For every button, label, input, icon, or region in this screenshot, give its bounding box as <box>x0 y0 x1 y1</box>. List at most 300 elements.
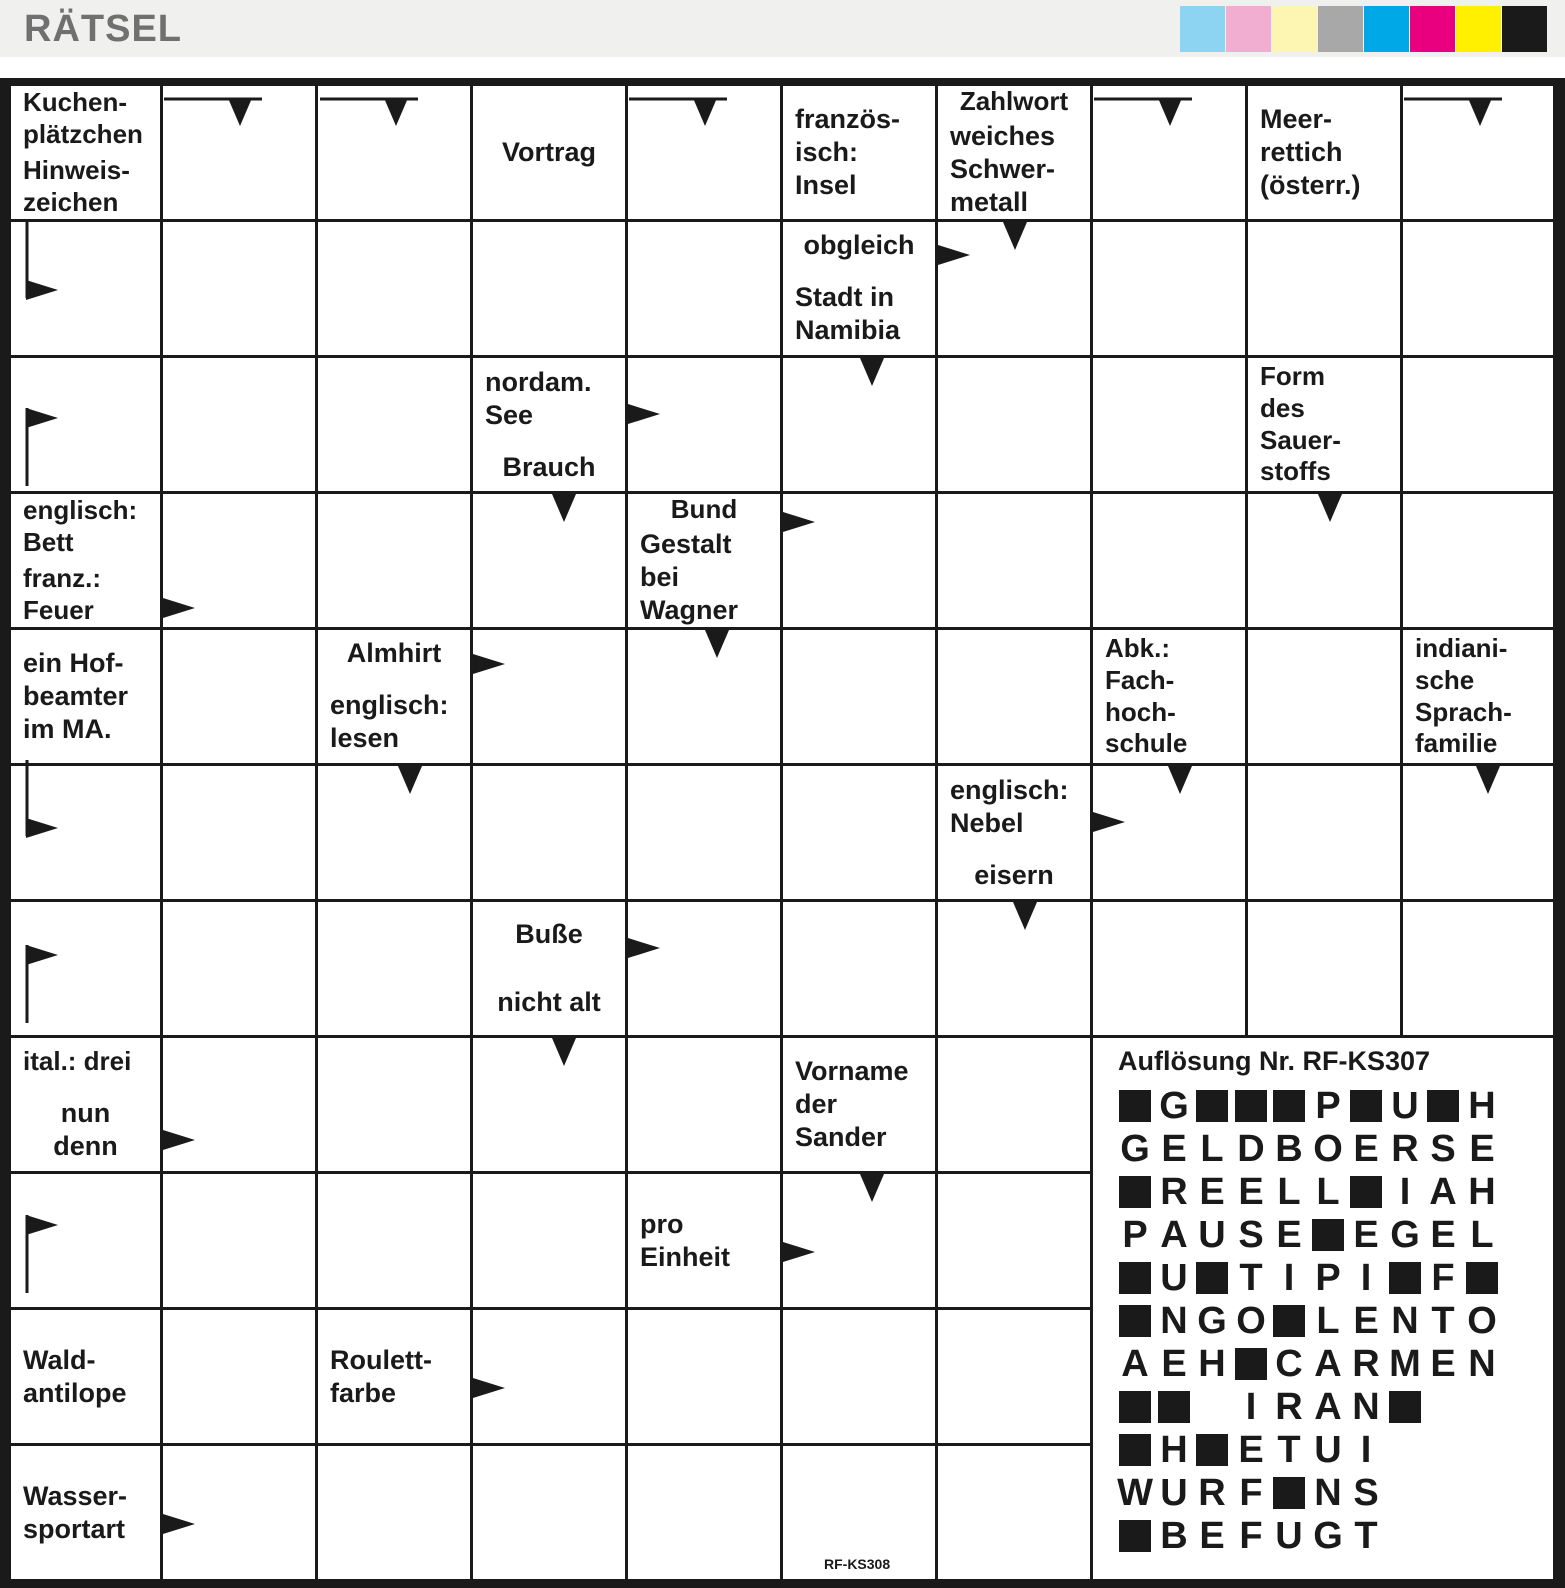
solution-block <box>1194 1430 1230 1470</box>
clue-line: plätzchen <box>23 118 143 149</box>
clue-nundenn <box>11 1088 160 1171</box>
solution-letter: M <box>1389 1343 1421 1385</box>
solution-block <box>1156 1387 1192 1427</box>
answer-cell[interactable] <box>163 358 315 491</box>
clue-line: nun <box>60 1097 111 1128</box>
clue-line: im MA. <box>23 713 112 744</box>
black-square-icon <box>1273 1090 1305 1122</box>
clue-roulett <box>318 1310 470 1443</box>
clue-line: Vorname <box>795 1056 909 1087</box>
solution-block <box>1233 1086 1269 1126</box>
clue-obgleich <box>783 222 935 269</box>
solution-block <box>1271 1086 1307 1126</box>
clue-line: See <box>485 400 534 430</box>
clue-line: Einheit <box>640 1241 731 1272</box>
answer-cell[interactable] <box>1248 766 1400 899</box>
clue-line: Wald- <box>23 1344 96 1375</box>
black-square-icon <box>1158 1391 1190 1423</box>
color-swatch <box>1318 6 1363 52</box>
header-bar <box>0 0 1565 57</box>
clue-arrow-icon <box>938 243 972 271</box>
solution-letter: E <box>1276 1214 1302 1256</box>
answer-cell[interactable] <box>628 630 780 763</box>
clue-line: weiches <box>950 121 1056 152</box>
clue-line: Roulett- <box>330 1344 432 1375</box>
clue-fachhochschule <box>1093 630 1245 763</box>
answer-cell[interactable] <box>783 902 935 1035</box>
clue-arrow-icon <box>164 96 264 130</box>
clue-arrow-icon <box>860 358 888 388</box>
solution-block <box>1464 1258 1500 1298</box>
clue-line: Sprach- <box>1415 696 1512 727</box>
answer-cell[interactable] <box>473 222 625 355</box>
solution-block <box>1348 1172 1384 1212</box>
solution-letter: E <box>1353 1214 1379 1256</box>
answer-cell[interactable] <box>938 494 1090 627</box>
black-square-icon <box>1119 1176 1151 1208</box>
clue-bett <box>11 494 160 559</box>
clue-arrow-icon <box>1476 766 1504 796</box>
clue-arrow-icon <box>1093 810 1127 838</box>
clue-line: sportart <box>23 1513 126 1544</box>
clue-line: französ- <box>795 104 901 135</box>
answer-cell[interactable] <box>783 630 935 763</box>
color-swatch <box>1180 6 1225 52</box>
solution-block <box>1194 1086 1230 1126</box>
clue-sprachfamilie <box>1403 630 1553 763</box>
solution-letter: I <box>1245 1386 1257 1428</box>
clue-arrow-icon <box>14 408 58 488</box>
answer-cell[interactable] <box>1093 902 1245 1035</box>
clue-line: Gestalt <box>640 529 732 560</box>
solution-block <box>1271 1473 1307 1513</box>
black-square-icon <box>1427 1090 1459 1122</box>
clue-arrow-icon <box>629 96 729 130</box>
clue-line: englisch: <box>23 494 138 525</box>
black-square-icon <box>1466 1262 1498 1294</box>
clue-brauch <box>473 443 625 491</box>
clue-waldantilope <box>11 1310 160 1443</box>
answer-cell[interactable] <box>938 630 1090 763</box>
clue-line: Wasser- <box>23 1480 128 1511</box>
solution-letter: L <box>1316 1171 1340 1213</box>
solution-block <box>1117 1086 1153 1126</box>
clue-line: des <box>1260 392 1305 423</box>
solution-letter: G <box>1313 1515 1343 1557</box>
solution-block <box>1117 1172 1153 1212</box>
black-square-icon <box>1119 1090 1151 1122</box>
solution-letter: G <box>1390 1214 1420 1256</box>
clue-line: nicht alt <box>497 987 601 1018</box>
answer-cell[interactable] <box>473 766 625 899</box>
answer-cell[interactable] <box>163 630 315 763</box>
answer-cell[interactable] <box>628 222 780 355</box>
clue-meerrettich <box>1248 86 1400 219</box>
answer-cell[interactable] <box>1248 630 1400 763</box>
clue-line: eisern <box>974 859 1054 890</box>
answer-cell[interactable] <box>1403 494 1553 627</box>
solution-letter: C <box>1275 1343 1303 1385</box>
clue-hofbeamter <box>11 630 160 763</box>
solution-letter: H <box>1468 1171 1496 1213</box>
answer-cell[interactable] <box>628 1038 780 1171</box>
clue-bund <box>628 494 780 525</box>
solution-letter: L <box>1200 1128 1224 1170</box>
clue-proeinheit <box>628 1174 780 1307</box>
clue-line: farbe <box>330 1377 397 1408</box>
solution-letter: P <box>1315 1085 1341 1127</box>
answer-cell[interactable] <box>1248 902 1400 1035</box>
answer-cell[interactable] <box>163 902 315 1035</box>
clue-arrow-icon <box>14 945 58 1025</box>
clue-arrow-icon <box>628 402 662 430</box>
clue-line: Meer- <box>1260 104 1333 135</box>
answer-cell[interactable] <box>1093 222 1245 355</box>
clue-namibia <box>783 272 935 355</box>
answer-cell[interactable] <box>938 1038 1090 1171</box>
solution-letter: E <box>1430 1214 1456 1256</box>
clue-line: Fach- <box>1105 664 1175 695</box>
solution-letter: W <box>1117 1472 1153 1514</box>
solution-letter: U <box>1160 1257 1188 1299</box>
clue-line: indiani- <box>1415 633 1508 664</box>
solution-letter: I <box>1360 1429 1372 1471</box>
solution-letter: E <box>1199 1171 1225 1213</box>
color-swatch <box>1502 6 1547 52</box>
clue-arrow-icon <box>473 652 507 680</box>
clue-vortrag <box>473 86 625 219</box>
clue-nebel <box>938 766 1090 848</box>
clue-line: Feuer <box>23 594 94 625</box>
clue-line: Brauch <box>502 451 596 482</box>
answer-cell[interactable] <box>473 1038 625 1171</box>
black-square-icon <box>1119 1434 1151 1466</box>
answer-cell[interactable] <box>318 358 470 491</box>
clue-eisern <box>938 851 1090 899</box>
solution-letter: I <box>1360 1257 1372 1299</box>
solution-letter: G <box>1120 1128 1150 1170</box>
answer-cell[interactable] <box>1093 494 1245 627</box>
clue-line: nordam. <box>485 367 592 398</box>
black-square-icon <box>1119 1520 1151 1552</box>
clue-arrow-icon <box>1168 766 1196 796</box>
clue-line: franz.: <box>23 562 101 593</box>
clue-line: isch: <box>795 137 859 168</box>
solution-letter: U <box>1275 1515 1303 1557</box>
solution-letter: O <box>1236 1300 1266 1342</box>
color-calibration-swatches <box>1180 6 1548 52</box>
solution-letter: S <box>1430 1128 1456 1170</box>
solution-block <box>1387 1387 1423 1427</box>
solution-letter: E <box>1199 1515 1225 1557</box>
clue-arrow-icon <box>163 596 197 624</box>
solution-letter: A <box>1160 1214 1188 1256</box>
color-swatch <box>1456 6 1501 52</box>
solution-letter: E <box>1161 1128 1187 1170</box>
answer-cell[interactable] <box>163 766 315 899</box>
answer-cell[interactable] <box>318 222 470 355</box>
color-swatch <box>1226 6 1271 52</box>
solution-letter: U <box>1314 1429 1342 1471</box>
answer-cell[interactable] <box>628 766 780 899</box>
clue-line: bei <box>640 562 680 593</box>
solution-letter: E <box>1161 1343 1187 1385</box>
black-square-icon <box>1235 1090 1267 1122</box>
clue-line: hoch- <box>1105 696 1176 727</box>
solution-letter: F <box>1239 1515 1263 1557</box>
clue-line: stoffs <box>1260 456 1331 487</box>
clue-line: Stadt in <box>795 281 894 312</box>
answer-cell[interactable] <box>628 1310 780 1443</box>
answer-cell[interactable] <box>318 766 470 899</box>
clue-line: Kuchen- <box>23 86 127 117</box>
solution-letter: R <box>1275 1386 1303 1428</box>
clue-arrow-icon <box>14 1215 58 1295</box>
answer-cell[interactable] <box>163 1174 315 1307</box>
clue-zahlwort <box>938 86 1090 117</box>
solution-letter: L <box>1277 1171 1301 1213</box>
solution-letter: R <box>1160 1171 1188 1213</box>
solution-letter: A <box>1121 1343 1149 1385</box>
clue-sauerstoff <box>1248 358 1400 491</box>
clue-arrow-icon <box>320 96 420 130</box>
solution-blank <box>1194 1387 1230 1427</box>
solution-block <box>1387 1258 1423 1298</box>
solution-letter: B <box>1160 1515 1188 1557</box>
solution-letter: N <box>1314 1472 1342 1514</box>
solution-letter: O <box>1467 1300 1497 1342</box>
puzzle-code: RF-KS308 <box>824 1556 891 1572</box>
answer-cell[interactable] <box>1403 902 1553 1035</box>
clue-nordam <box>473 358 625 440</box>
clue-line: Namibia <box>795 314 901 345</box>
answer-cell[interactable] <box>938 1446 1090 1579</box>
solution-block <box>1117 1258 1153 1298</box>
answer-cell[interactable] <box>473 1174 625 1307</box>
clue-kuchen <box>11 86 160 151</box>
answer-cell[interactable] <box>473 494 625 627</box>
solution-letter: I <box>1283 1257 1295 1299</box>
solution-letter: U <box>1391 1085 1419 1127</box>
clue-line: beamter <box>23 681 129 712</box>
clue-line: Zahlwort <box>959 86 1069 116</box>
solution-block <box>1117 1430 1153 1470</box>
solution-letter: G <box>1197 1300 1227 1342</box>
answer-cell[interactable] <box>1403 222 1553 355</box>
solution-block <box>1117 1387 1153 1427</box>
clue-wagner <box>628 528 780 627</box>
clue-line: Insel <box>795 169 857 200</box>
clue-sander <box>783 1038 935 1171</box>
solution-letter: R <box>1352 1343 1380 1385</box>
clue-line: Sauer- <box>1260 424 1341 455</box>
answer-cell[interactable] <box>318 902 470 1035</box>
clue-line: lesen <box>330 722 400 753</box>
clue-arrow-icon <box>783 510 817 538</box>
solution-letter: U <box>1160 1472 1188 1514</box>
solution-block <box>1194 1258 1230 1298</box>
clue-arrow-icon <box>163 1512 197 1540</box>
clue-line: schule <box>1105 728 1188 759</box>
clue-almhirt <box>318 630 470 677</box>
clue-line: zeichen <box>23 186 119 217</box>
black-square-icon <box>1196 1090 1228 1122</box>
clue-line: Buße <box>515 919 583 950</box>
clue-arrow-icon <box>552 1038 580 1068</box>
answer-cell[interactable] <box>318 1446 470 1579</box>
solution-letter: F <box>1239 1472 1263 1514</box>
solution-block <box>1117 1516 1153 1556</box>
solution-block <box>1117 1301 1153 1341</box>
clue-line: Sander <box>795 1121 887 1152</box>
answer-cell[interactable] <box>163 1310 315 1443</box>
clue-arrow-icon <box>14 222 58 302</box>
solution-letter: D <box>1237 1128 1265 1170</box>
solution-letter: N <box>1160 1300 1188 1342</box>
answer-cell[interactable] <box>628 1446 780 1579</box>
clue-arrow-icon <box>552 494 580 524</box>
black-square-icon <box>1350 1176 1382 1208</box>
clue-franzinsel <box>783 86 935 219</box>
solution-letter: T <box>1277 1429 1301 1471</box>
solution-letter: I <box>1399 1171 1411 1213</box>
answer-cell[interactable] <box>318 1038 470 1171</box>
clue-arrow-icon <box>1003 222 1031 252</box>
black-square-icon <box>1196 1434 1228 1466</box>
solution-letter: A <box>1314 1386 1342 1428</box>
clue-drei <box>11 1038 160 1085</box>
solution-letter: H <box>1160 1429 1188 1471</box>
clue-line: Almhirt <box>346 638 442 669</box>
black-square-icon <box>1389 1262 1421 1294</box>
solution-letter: S <box>1238 1214 1264 1256</box>
clue-arrow-icon <box>1404 96 1504 130</box>
answer-cell[interactable] <box>783 766 935 899</box>
solution-letter: N <box>1391 1300 1419 1342</box>
clue-arrow-icon <box>163 1128 197 1156</box>
answer-cell[interactable] <box>783 358 935 491</box>
solution-letter: L <box>1316 1300 1340 1342</box>
answer-cell[interactable] <box>1248 222 1400 355</box>
solution-block <box>1310 1215 1346 1255</box>
clue-wassersport <box>11 1446 160 1579</box>
black-square-icon <box>1119 1391 1151 1423</box>
answer-cell[interactable] <box>938 358 1090 491</box>
solution-letter: E <box>1469 1128 1495 1170</box>
clue-line: (österr.) <box>1260 169 1361 200</box>
clue-line: Vortrag <box>501 137 596 168</box>
clue-line: antilope <box>23 1377 127 1408</box>
black-square-icon <box>1273 1477 1305 1509</box>
clue-arrow-icon <box>1318 494 1346 524</box>
clue-arrow-icon <box>860 1174 888 1204</box>
black-square-icon <box>1196 1262 1228 1294</box>
color-swatch <box>1364 6 1409 52</box>
solution-letter: A <box>1314 1343 1342 1385</box>
clue-arrow-icon <box>14 760 58 840</box>
clue-line: sche <box>1415 664 1475 695</box>
solution-letter: T <box>1431 1300 1455 1342</box>
clue-line: Nebel <box>950 808 1024 838</box>
solution-letter: L <box>1470 1214 1494 1256</box>
black-square-icon <box>1119 1305 1151 1337</box>
solution-letter: R <box>1198 1472 1226 1514</box>
answer-cell[interactable] <box>318 1174 470 1307</box>
black-square-icon <box>1273 1305 1305 1337</box>
clue-arrow-icon <box>705 630 733 660</box>
solution-letter: E <box>1353 1128 1379 1170</box>
solution-letter: U <box>1198 1214 1226 1256</box>
solution-letter: T <box>1354 1515 1378 1557</box>
solution-block <box>1348 1086 1384 1126</box>
clue-arrow-icon <box>783 1240 817 1268</box>
clue-line: Wagner <box>640 594 739 625</box>
solution-letter: H <box>1198 1343 1226 1385</box>
answer-cell[interactable] <box>473 630 625 763</box>
clue-feuer <box>11 562 160 627</box>
clue-arrow-icon <box>1094 96 1194 130</box>
answer-cell[interactable] <box>473 1446 625 1579</box>
solution-letter: R <box>1391 1128 1419 1170</box>
answer-cell[interactable] <box>163 222 315 355</box>
solution-letter: A <box>1429 1171 1457 1213</box>
clue-line: englisch: <box>950 775 1069 806</box>
answer-cell[interactable] <box>783 1310 935 1443</box>
solution-letter: E <box>1238 1171 1264 1213</box>
clue-arrow-icon <box>1013 902 1041 932</box>
clue-line: Bund <box>670 494 738 524</box>
solution-letter: N <box>1352 1386 1380 1428</box>
answer-cell[interactable] <box>1403 358 1553 491</box>
clue-line: rettich <box>1260 137 1343 168</box>
solution-letter: E <box>1238 1429 1264 1471</box>
clue-line: ein Hof- <box>23 648 124 679</box>
answer-cell[interactable] <box>318 494 470 627</box>
clue-line: Hinweis- <box>23 154 130 185</box>
solution-letter: E <box>1430 1343 1456 1385</box>
black-square-icon <box>1119 1262 1151 1294</box>
black-square-icon <box>1350 1090 1382 1122</box>
clue-busse <box>473 902 625 967</box>
answer-cell[interactable] <box>938 1174 1090 1307</box>
answer-cell[interactable] <box>1093 358 1245 491</box>
clue-schwermetall <box>938 120 1090 219</box>
solution-title: Auflösung Nr. RF-KS307 <box>1118 1046 1431 1076</box>
clue-line: der <box>795 1089 838 1120</box>
clue-line: englisch: <box>330 689 449 720</box>
black-square-icon <box>1312 1219 1344 1251</box>
clue-line: Form <box>1260 361 1325 392</box>
solution-letter: S <box>1353 1472 1379 1514</box>
clue-hinweis <box>11 154 160 219</box>
solution-letter: P <box>1122 1214 1148 1256</box>
solution-letter: N <box>1468 1343 1496 1385</box>
clue-nichtalt <box>473 970 625 1035</box>
solution-block <box>1233 1344 1269 1384</box>
clue-arrow-icon <box>473 1376 507 1404</box>
clue-line: ital.: drei <box>23 1045 132 1076</box>
solution-letter: F <box>1431 1257 1455 1299</box>
solution-letter: G <box>1159 1085 1189 1127</box>
solution-letter: T <box>1239 1257 1263 1299</box>
clue-line: obgleich <box>803 230 915 261</box>
answer-cell[interactable] <box>938 1310 1090 1443</box>
clue-line: metall <box>950 186 1029 217</box>
color-swatch <box>1272 6 1317 52</box>
answer-cell[interactable] <box>628 902 780 1035</box>
clue-arrow-icon <box>628 936 662 964</box>
clue-line: denn <box>53 1130 118 1161</box>
